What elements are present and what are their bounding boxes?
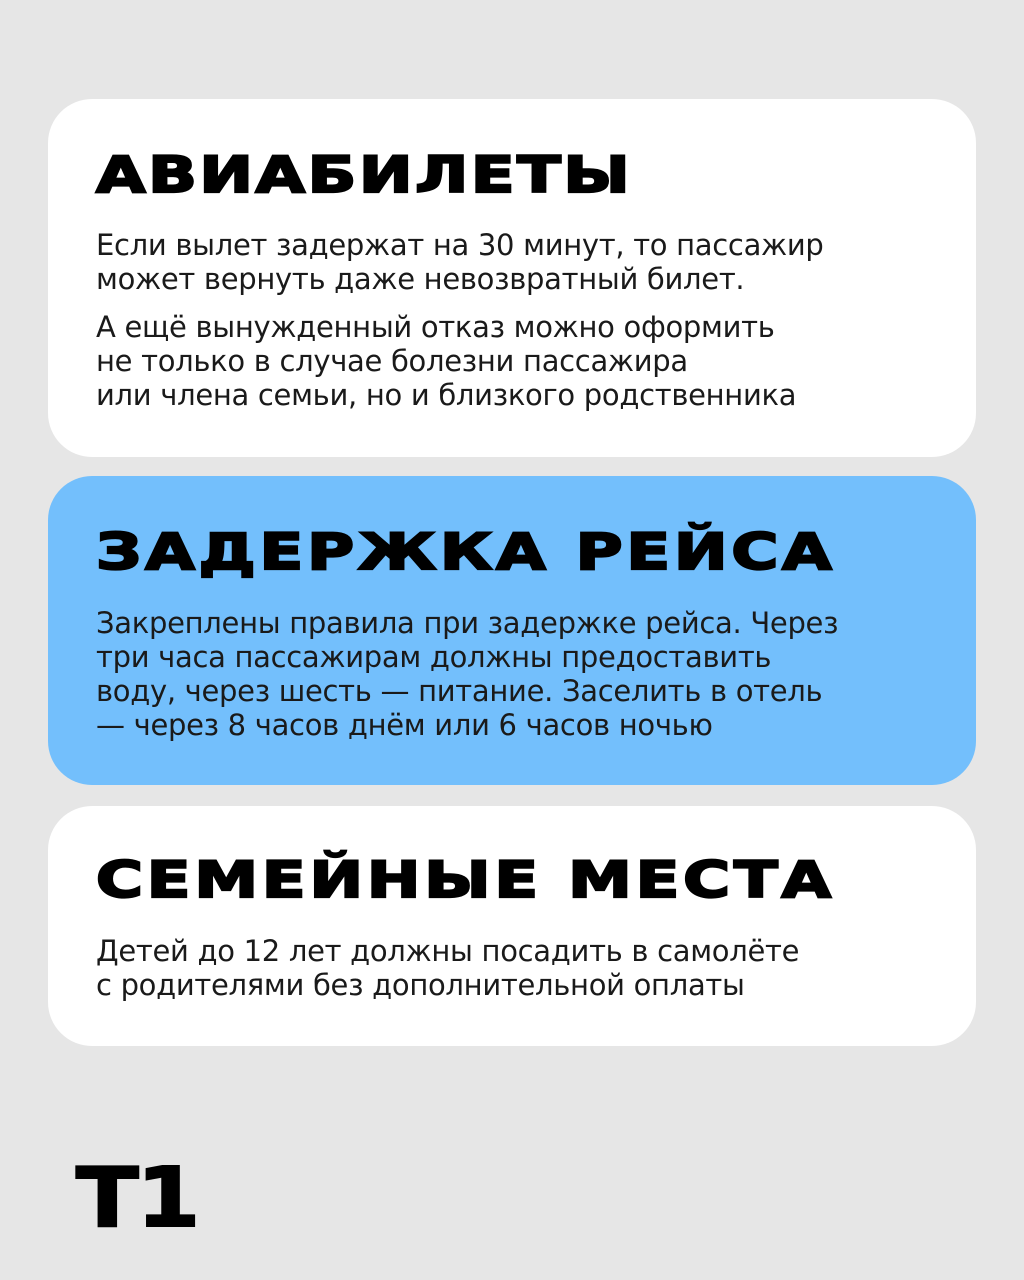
card-paragraph: [96, 228, 928, 296]
t1-logo: T1: [76, 1151, 199, 1246]
text-line: или члена семьи, но и близкого родственника: [96, 378, 797, 412]
card-paragraph: [96, 934, 928, 1002]
text-line: с родителями без дополнительной оплаты: [96, 968, 745, 1002]
text-line: может вернуть даже невозвратный билет.: [96, 262, 745, 296]
text-line: Если вылет задержат на 30 минут, то пассажир: [96, 228, 824, 262]
text-line: А ещё вынужденный отказ можно оформить: [96, 310, 775, 344]
card-paragraph: [96, 606, 928, 742]
card-air-tickets: [48, 99, 976, 457]
card-flight-delay: [48, 476, 976, 785]
text-line: Закреплены правила при задержке рейса. Через: [96, 606, 839, 640]
text-line: воду, через шесть — питание. Заселить в отель: [96, 674, 823, 708]
text-line: три часа пассажирам должны предоставить: [96, 640, 772, 674]
card-title: СЕМЕЙНЫЕ МЕСТА: [96, 851, 835, 909]
text-line: Детей до 12 лет должны посадить в самолёте: [96, 934, 800, 968]
text-line: не только в случае болезни пассажира: [96, 344, 688, 378]
card-family-seats: [48, 806, 976, 1046]
card-title: ЗАДЕРЖКА РЕЙСА: [96, 523, 836, 581]
card-paragraph: [96, 310, 928, 412]
card-title: АВИАБИЛЕТЫ: [96, 146, 633, 204]
text-line: — через 8 часов днём или 6 часов ночью: [96, 708, 713, 742]
